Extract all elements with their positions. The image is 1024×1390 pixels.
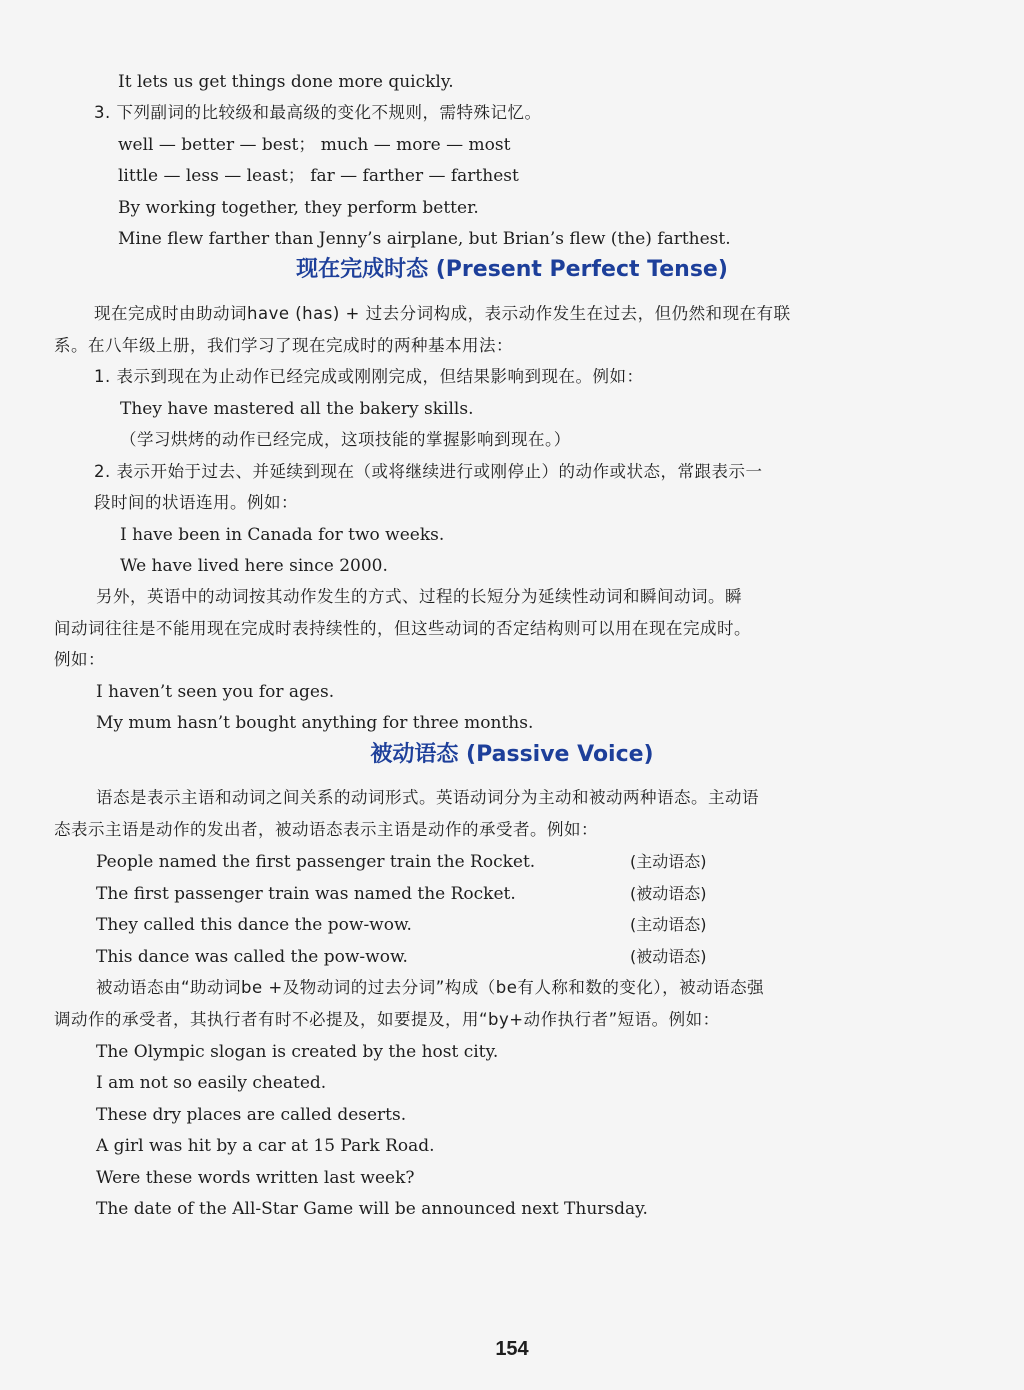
text-line: Mine flew farther than Jenny’s airplane, but Brian’s flew (the) farthest. — [118, 229, 731, 249]
example-sentence: My mum hasn’t bought anything for three months. — [96, 713, 534, 733]
example-sentence: This dance was called the pow-wow. — [96, 947, 408, 967]
example-sentence: These dry places are called deserts. — [96, 1105, 407, 1125]
example-sentence: The first passenger train was named the Rocket. — [96, 884, 516, 904]
text-line: 态表示主语是动作的发出者，被动语态表示主语是动作的承受者。例如： — [54, 820, 598, 839]
text-line: 例如： — [54, 650, 105, 669]
example-sentence: A girl was hit by a car at 15 Park Road. — [96, 1136, 435, 1156]
example-sentence: I am not so easily cheated. — [96, 1073, 327, 1093]
text-line: It lets us get things done more quickly. — [118, 72, 454, 92]
example-sentence: They have mastered all the bakery skills. — [120, 399, 474, 419]
section-heading-passive-voice: 被动语态 (Passive Voice) — [370, 742, 654, 767]
voice-note: (被动语态) — [630, 947, 707, 966]
example-sentence: The Olympic slogan is created by the host city. — [96, 1042, 499, 1062]
text-line: 系。在八年级上册，我们学习了现在完成时的两种基本用法： — [54, 336, 513, 355]
text-line: well — better — best； much — more — most — [118, 135, 511, 155]
example-sentence: I haven’t seen you for ages. — [96, 682, 335, 702]
text-line: 另外，英语中的动词按其动作发生的方式、过程的长短分为延续性动词和瞬间动词。瞬 — [96, 587, 742, 606]
section-heading-present-perfect: 现在完成时态 (Present Perfect Tense) — [296, 257, 728, 282]
text-line: 段时间的状语连用。例如： — [94, 493, 298, 512]
page-number: 154 — [495, 1338, 529, 1360]
example-sentence: People named the first passenger train the Rocket. — [96, 852, 536, 872]
text-line: 调动作的承受者，其执行者有时不必提及，如要提及，用“by+动作执行者”短语。例如： — [54, 1010, 720, 1029]
example-sentence: Were these words written last week? — [96, 1168, 415, 1188]
example-sentence: I have been in Canada for two weeks. — [120, 525, 445, 545]
example-sentence: The date of the All-Star Game will be announced next Thursday. — [96, 1199, 648, 1219]
text-line: By working together, they perform better. — [118, 198, 479, 218]
text-line: （学习烘烤的动作已经完成，这项技能的掌握影响到现在。） — [120, 430, 571, 449]
text-line: 现在完成时由助动词have (has) + 过去分词构成，表示动作发生在过去，但仍然和现在有联 — [94, 304, 791, 323]
voice-note: (主动语态) — [630, 915, 707, 934]
voice-note: (主动语态) — [630, 852, 707, 871]
text-line: 语态是表示主语和动词之间关系的动词形式。英语动词分为主动和被动两种语态。主动语 — [96, 788, 759, 807]
text-line: 1. 表示到现在为止动作已经完成或刚刚完成，但结果影响到现在。例如： — [94, 367, 644, 386]
example-sentence: They called this dance the pow-wow. — [96, 915, 412, 935]
text-line: little — less — least； far — farther — farthest — [118, 166, 519, 186]
text-line: 2. 表示开始于过去、并延续到现在（或将继续进行或刚停止）的动作或状态，常跟表示一 — [94, 462, 763, 481]
voice-note: (被动语态) — [630, 884, 707, 903]
text-line: 被动语态由“助动词be +及物动词的过去分词”构成（be有人称和数的变化），被动语态强 — [96, 978, 765, 997]
example-sentence: We have lived here since 2000. — [120, 556, 388, 576]
text-line: 间动词往往是不能用现在完成时表持续性的，但这些动词的否定结构则可以用在现在完成时。 — [54, 619, 751, 638]
text-line: 3. 下列副词的比较级和最高级的变化不规则，需特殊记忆。 — [94, 103, 542, 122]
